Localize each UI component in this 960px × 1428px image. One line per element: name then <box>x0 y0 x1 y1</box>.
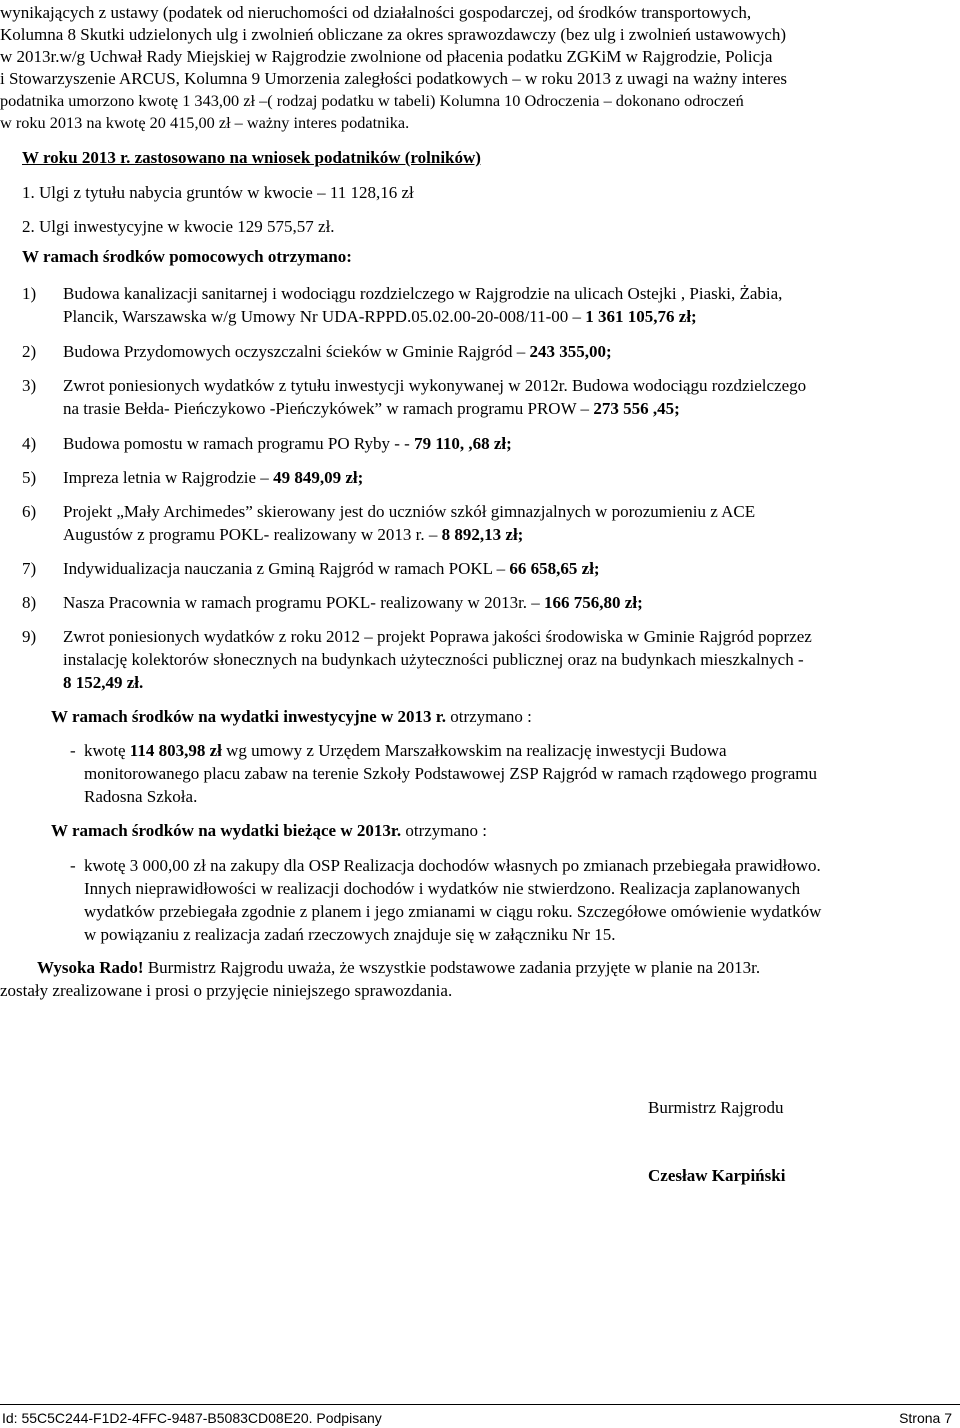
list-item-number: 2) <box>22 342 37 361</box>
intro-line-6: w roku 2013 na kwotę 20 415,00 zł – ważny interes podatnika. <box>0 113 410 132</box>
intro-line-3: w 2013r.w/g Uchwał Rady Miejskiej w Rajgrodzie zwolnione od płacenia podatku ZGKiM w Rajgrodzie, Policja <box>0 47 773 66</box>
farmers-heading: W roku 2013 r. zastosowano na wniosek podatników (rolników) <box>22 148 481 167</box>
current-line-2: Innych nieprawidłowości w realizacji dochodów i wydatków nie stwierdzono. Realizacja zaplanowanych <box>84 879 801 898</box>
amount: 243 355,00; <box>529 342 612 361</box>
amount: 49 849,09 zł; <box>273 468 364 487</box>
intro-line-2: Kolumna 8 Skutki udzielonych ulg i zwolnień obliczane za okres sprawozdawczy (bez ulg i zwolnień ustawowych) <box>0 25 787 44</box>
list-item-line: Zwrot poniesionych wydatków z roku 2012 – projekt Poprawa jakości środowiska w Gminie Rajgród poprzez <box>63 627 812 646</box>
page-number: Strona 7 <box>899 1410 952 1426</box>
signature-name: Czesław Karpiński <box>648 1166 786 1185</box>
list-item-line: Budowa Przydomowych oczyszczalni ścieków w Gminie Rajgród – 243 355,00; <box>63 342 612 361</box>
amount: 66 658,65 zł; <box>509 559 600 578</box>
list-item-line: Indywidualizacja nauczania z Gminą Rajgród w ramach POKL – 66 658,65 zł; <box>63 559 600 578</box>
footer-divider <box>0 1404 960 1405</box>
list-item-line: Zwrot poniesionych wydatków z tytułu inwestycji wykonywanej w 2012r. Budowa wodociągu rozdzielczego <box>63 376 807 395</box>
intro-line-4: i Stowarzyszenie ARCUS, Kolumna 9 Umorzenia zaległości podatkowych – w roku 2013 z uwagi na ważny interes <box>0 69 788 88</box>
intro-line-1: wynikających z ustawy (podatek od nieruchomości od działalności gospodarczej, od środków transportowych, <box>0 3 752 22</box>
aid-funds-heading: W ramach środków pomocowych otrzymano: <box>22 247 352 266</box>
amount: 114 803,98 zł <box>129 741 222 760</box>
amount: 79 110, ,68 zł; <box>414 434 512 453</box>
closing-line-1: Wysoka Rado! Burmistrz Rajgrodu uważa, że wszystkie podstawowe zadania przyjęte w planie na 2013r. <box>37 958 761 977</box>
closing-line-2: zostały zrealizowane i prosi o przyjęcie niniejszego sprawozdania. <box>0 981 453 1000</box>
list-item-line: Budowa kanalizacji sanitarnej i wodociągu rozdzielczego w Rajgrodzie na ulicach Ostejki , Piaski, Żabia, <box>63 284 783 303</box>
farmers-item-2: 2. Ulgi inwestycyjne w kwocie 129 575,57 zł. <box>22 217 335 236</box>
list-item-number: 5) <box>22 468 37 487</box>
list-item-line: na trasie Bełda- Pieńczykowo -Pieńczykówek” w ramach programu PROW – 273 556 ,45; <box>63 399 680 418</box>
list-item-number: 9) <box>22 627 37 646</box>
investment-heading: W ramach środków na wydatki inwestycyjne w 2013 r. otrzymano : <box>51 707 532 726</box>
list-item-number: 4) <box>22 434 37 453</box>
list-item-line: Nasza Pracownia w ramach programu POKL- realizowany w 2013r. – 166 756,80 zł; <box>63 593 643 612</box>
investment-line-2: monitorowanego placu zabaw na terenie Szkoły Podstawowej ZSP Rajgród w ramach rządowego programu <box>84 764 817 783</box>
list-item-line: instalację kolektorów słonecznych na budynkach użyteczności publicznej oraz na budynkach mieszkalnych - <box>63 650 804 669</box>
list-item-number: 7) <box>22 559 37 578</box>
document-id: Id: 55C5C244-F1D2-4FFC-9487-B5083CD08E20. Podpisany <box>2 1410 382 1426</box>
amount: 1 361 105,76 zł; <box>585 307 697 326</box>
signature-role: Burmistrz Rajgrodu <box>648 1098 784 1117</box>
list-item-line: Projekt „Mały Archimedes” skierowany jest do uczniów szkół gimnazjalnych w porozumieniu z ACE <box>63 502 756 521</box>
investment-line-3: Radosna Szkoła. <box>84 787 198 806</box>
intro-line-5: podatnika umorzono kwotę 1 343,00 zł –( rodzaj podatku w tabeli) Kolumna 10 Odroczenia – dokonano odroczeń <box>0 91 744 110</box>
current-line-4: w powiązaniu z realizacja zadań rzeczowych znajduje się w załączniku Nr 15. <box>84 925 616 944</box>
current-line-1: kwotę 3 000,00 zł na zakupy dla OSP Realizacja dochodów własnych po zmianach przebiegała prawidłowo. <box>84 856 821 875</box>
dash-bullet: - <box>70 856 76 875</box>
amount: 166 756,80 zł; <box>544 593 643 612</box>
list-item-line: Impreza letnia w Rajgrodzie – 49 849,09 zł; <box>63 468 364 487</box>
investment-line-1: kwotę 114 803,98 zł wg umowy z Urzędem Marszałkowskim na realizację inwestycji Budowa <box>84 741 727 760</box>
list-item-line: Augustów z programu POKL- realizowany w 2013 r. – 8 892,13 zł; <box>63 525 524 544</box>
current-line-3: wydatków przebiegała zgodnie z planem i jego zmianami w ciągu roku. Szczegółowe omówienie wydatków <box>84 902 822 921</box>
list-item-number: 8) <box>22 593 37 612</box>
farmers-item-1: 1. Ulgi z tytułu nabycia gruntów w kwocie – 11 128,16 zł <box>22 183 414 202</box>
current-expenses-heading: W ramach środków na wydatki bieżące w 2013r. otrzymano : <box>51 821 488 840</box>
amount: 8 892,13 zł; <box>441 525 524 544</box>
list-item-line: Plancik, Warszawska w/g Umowy Nr UDA-RPPD.05.02.00-20-008/11-00 – 1 361 105,76 zł; <box>63 307 697 326</box>
amount: 8 152,49 zł. <box>63 673 144 692</box>
list-item-line: Budowa pomostu w ramach programu PO Ryby - - 79 110, ,68 zł; <box>63 434 512 453</box>
list-item-number: 3) <box>22 376 37 395</box>
amount: 273 556 ,45; <box>593 399 680 418</box>
dash-bullet: - <box>70 741 76 760</box>
list-item-number: 6) <box>22 502 37 521</box>
list-item-number: 1) <box>22 284 37 303</box>
